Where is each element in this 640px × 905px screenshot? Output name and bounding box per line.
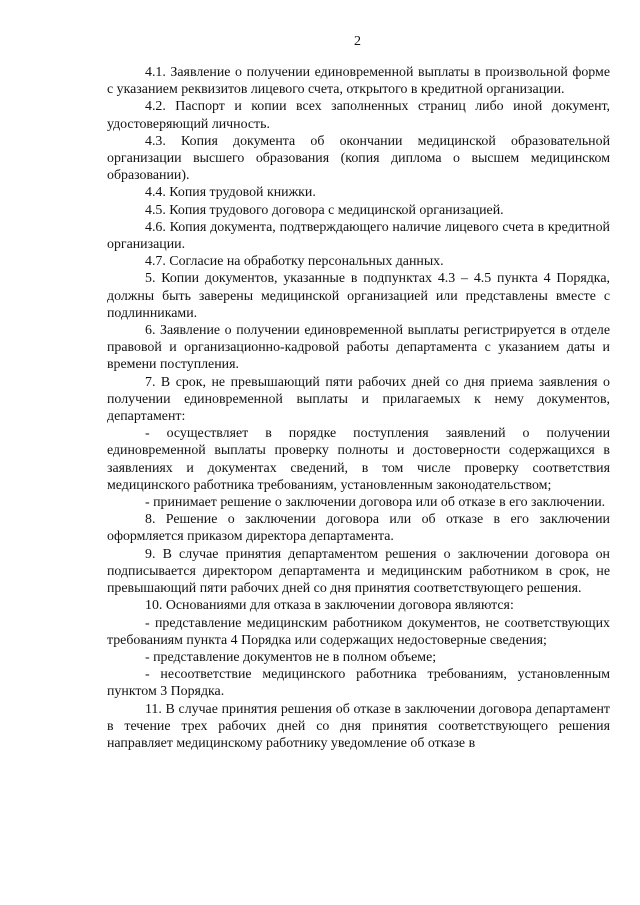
paragraph-4-6: 4.6. Копия документа, подтверждающего наличие лицевого счета в кредитной организации. <box>107 219 610 253</box>
paragraph-11: 11. В случае принятия решения об отказе в заключении договора департамент в течение трех рабочих дней со дня принятия соответствующего решения направляет медицинскому работнику уведомление об отказе в <box>107 701 610 751</box>
page-number: 2 <box>354 34 361 49</box>
paragraph-6: 6. Заявление о получении единовременной выплаты регистрируется в отделе правовой и организационно-кадровой работы департамента с указанием даты и времени поступления. <box>107 323 610 373</box>
paragraph-10-item-1: - представление медицинским работником документов, не соответствующих требованиям пункта 4 Порядка или содержащих недостоверные сведения; <box>107 615 610 648</box>
paragraph-10-item-3: - несоответствие медицинского работника требованиям, установленным пунктом 3 Порядка. <box>107 667 610 700</box>
paragraph-4-7: 4.7. Согласие на обработку персональных данных. <box>145 254 444 270</box>
paragraph-4-5: 4.5. Копия трудового договора с медицинской организацией. <box>145 202 504 218</box>
paragraph-5: 5. Копии документов, указанные в подпунктах 4.3 – 4.5 пункта 4 Порядка, должны быть заверены медицинской организацией или представлены вместе с подлинниками. <box>107 271 610 321</box>
paragraph-4-3: 4.3. Копия документа об окончании медицинской образовательной организации высшего образования (копия диплома о высшем медицинском образовании). <box>107 133 610 184</box>
paragraph-4-4: 4.4. Копия трудовой книжки. <box>145 185 316 201</box>
paragraph-4-1: 4.1. Заявление о получении единовременной выплаты в произвольной форме с указанием реквизитов лицевого счета, открытого в кредитной организации. <box>107 65 610 98</box>
paragraph-7-item-2: - принимает решение о заключении договора или об отказе в его заключении. <box>145 495 606 511</box>
paragraph-7: 7. В срок, не превышающий пяти рабочих дней со дня приема заявления о получении единовременной выплаты и прилагаемых к нему документов, департамент: <box>107 374 610 425</box>
paragraph-9: 9. В случае принятия департаментом решения о заключении договора он подписывается директором департамента и медицинским работником в срок, не превышающий пяти рабочих дней со дня принятия соответствующего решения. <box>107 546 610 597</box>
paragraph-4-2: 4.2. Паспорт и копии всех заполненных страниц либо иной документ, удостоверяющий личность. <box>107 99 610 132</box>
paragraph-10-item-2: - представление документов не в полном объеме; <box>145 649 437 665</box>
paragraph-7-item-1: - осуществляет в порядке поступления заявлений о получении единовременной выплаты проверку полноты и достоверности содержащихся в заявлениях и документах сведений, в том числе проверку соответствия медицинского работника требованиям, установленным законодательством; <box>107 426 610 493</box>
paragraph-8: 8. Решение о заключении договора или об отказе в его заключении оформляется приказом директора департамента. <box>107 512 610 545</box>
paragraph-10: 10. Основаниями для отказа в заключении договора являются: <box>145 598 514 614</box>
